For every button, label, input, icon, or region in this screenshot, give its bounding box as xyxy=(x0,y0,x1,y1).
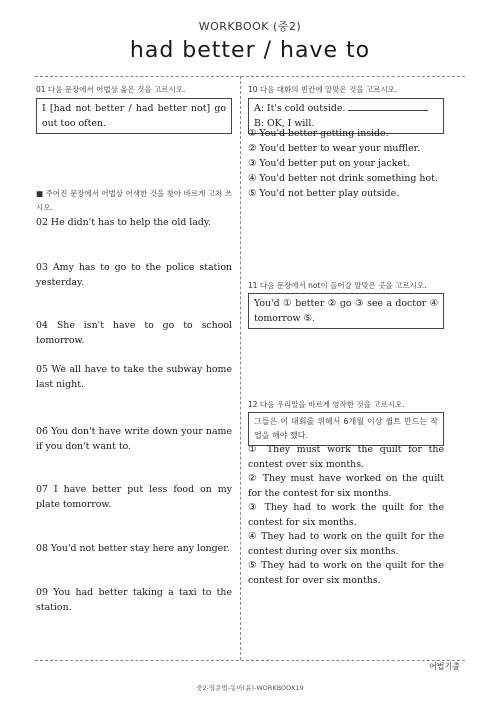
q10-option-1: ① You'd better getting inside. xyxy=(248,128,389,139)
q10-option-5: ⑤ You'd not better play outside. xyxy=(248,188,400,199)
section-instruction: ■ 주어진 문장에서 어법상 어색한 것을 찾아 바르게 고쳐 쓰시오. xyxy=(36,189,232,212)
q12-instruction: 12 다음 우리말을 바르게 영작한 것을 고르시오. xyxy=(248,400,405,409)
q11-box: You'd ① better ② go ③ see a doctor ④ tomorrow ⑤. xyxy=(248,293,444,329)
q12-option-3: ③ They had to work the quilt for the contest for six months. xyxy=(248,502,444,528)
q10-option-4: ④ You'd better not drink something hot. xyxy=(248,173,438,184)
q10-line-a: A: It's cold outside. xyxy=(254,103,346,114)
q12-option-5: ⑤ They had to work on the quilt for the contest for over six months. xyxy=(248,560,444,586)
q12-option-1: ① They must work the quilt for the contest over six months. xyxy=(248,444,444,470)
bottom-divider xyxy=(35,660,465,661)
q06: 06 You don't have write down your name if you don't want to. xyxy=(36,426,232,452)
q09: 09 You had better taking a taxi to the station. xyxy=(36,587,232,613)
q12-option-2: ② They must have worked on the quilt for the contest for six months. xyxy=(248,473,444,499)
q10-instruction: 10 다음 대화의 빈칸에 알맞은 것을 고르시오. xyxy=(248,85,398,94)
top-divider xyxy=(35,76,465,77)
q10-option-3: ③ You'd better put on your jacket. xyxy=(248,158,410,169)
q02: 02 He didn't has to help the old lady. xyxy=(36,217,211,228)
q07: 07 I have better put less food on my plate tomorrow. xyxy=(36,484,232,510)
column-divider xyxy=(240,76,241,660)
brand-label: 어법기출 xyxy=(429,662,460,671)
q10-option-2: ② You'd better to wear your muffler. xyxy=(248,143,421,154)
q12-option-4: ④ They had to work on the quilt for the contest during over six months. xyxy=(248,531,444,557)
q10-line-b: B: OK, I will. xyxy=(254,118,315,129)
q12-box: 그들은 이 대회를 위해서 6개월 이상 퀼트 만드는 작업을 해야 했다. xyxy=(248,412,444,446)
q01-instruction: 01 다음 문장에서 어법상 옳은 것을 고르시오. xyxy=(36,85,186,94)
q10-blank xyxy=(348,101,428,111)
page-title: had better / have to xyxy=(129,38,371,63)
q11-instruction: 11 다음 문장에서 not이 들어갈 알맞은 곳을 고르시오. xyxy=(248,281,427,290)
page-code: 중2-영문법-동아(윤)-WORKBOOK19 xyxy=(196,684,304,692)
q04: 04 She isn't have to go to school tomorrow. xyxy=(36,320,232,346)
workbook-label: WORKBOOK (중2) xyxy=(198,20,302,33)
q03: 03 Amy has to go to the police station yesterday. xyxy=(36,262,232,288)
q05: 05 We all have to take the subway home last night. xyxy=(36,364,232,390)
q01-box: I [had not better / had better not] go out too often. xyxy=(36,98,232,134)
q08: 08 You'd not better stay here any longer. xyxy=(36,543,230,554)
